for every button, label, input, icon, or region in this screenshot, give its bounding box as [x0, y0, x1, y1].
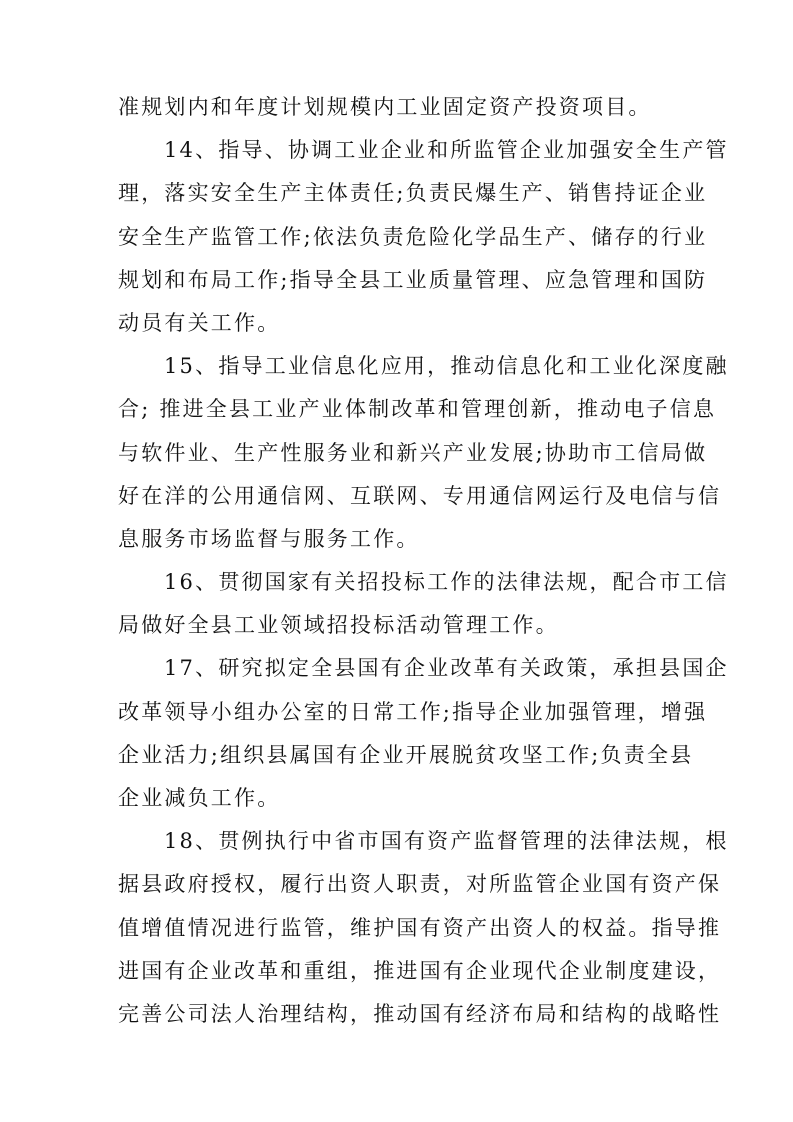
text-line: 完善公司法人治理结构，推动国有经济布局和结构的战略性 [118, 1001, 722, 1026]
text-line: 动员有关工作。 [118, 310, 281, 335]
text-line: 与软件业、生产性服务业和新兴产业发展;协助市工信局做 [118, 440, 708, 465]
paragraph-16-first-line: 16、贯彻国家有关招投标工作的法律法规，配合市工信 [164, 570, 729, 595]
paragraph-15-first-line: 15、指导工业信息化应用，推动信息化和工业化深度融 [164, 354, 729, 379]
paragraph-18-first-line: 18、贯例执行中省市国有资产监督管理的法律法规，根 [164, 829, 729, 854]
text-line: 改革领导小组办公室的日常工作;指导企业加强管理，增强 [118, 699, 708, 724]
text-line: 进国有企业改革和重组，推进国有企业现代企业制度建设， [118, 958, 722, 983]
text-line: 据县政府授权，履行出资人职责，对所监管企业国有资产保 [118, 872, 722, 897]
text-line: 准规划内和年度计划规模内工业固定资产投资项目。 [118, 95, 652, 119]
text-line: 安全生产监管工作;依法负责危险化学品生产、储存的行业 [118, 224, 708, 249]
text-line: 合; 推进全县工业产业体制改革和管理创新，推动电子信息 [118, 397, 717, 422]
text-line: 理，落实安全生产主体责任;负责民爆生产、销售持证企业 [118, 181, 708, 206]
text-line: 局做好全县工业领域招投标活动管理工作。 [118, 613, 559, 638]
text-line: 值增值情况进行监管，维护国有资产出资人的权益。指导推 [118, 915, 722, 940]
document-body [118, 86, 729, 1036]
paragraph-17-first-line: 17、研究拟定全县国有企业改革有关政策，承担县国企 [164, 656, 729, 681]
text-line: 企业减负工作。 [118, 786, 281, 810]
text-line: 企业活力;组织县属国有企业开展脱贫攻坚工作;负责全县 [118, 742, 694, 767]
text-line: 好在洋的公用通信网、互联网、专用通信网运行及电信与信 [118, 483, 722, 508]
text-line: 规划和布局工作;指导全县工业质量管理、应急管理和国防 [118, 267, 708, 292]
paragraph-14-first-line: 14、指导、协调工业企业和所监管企业加强安全生产管 [164, 138, 729, 163]
text-line: 息服务市场监督与服务工作。 [118, 526, 420, 551]
